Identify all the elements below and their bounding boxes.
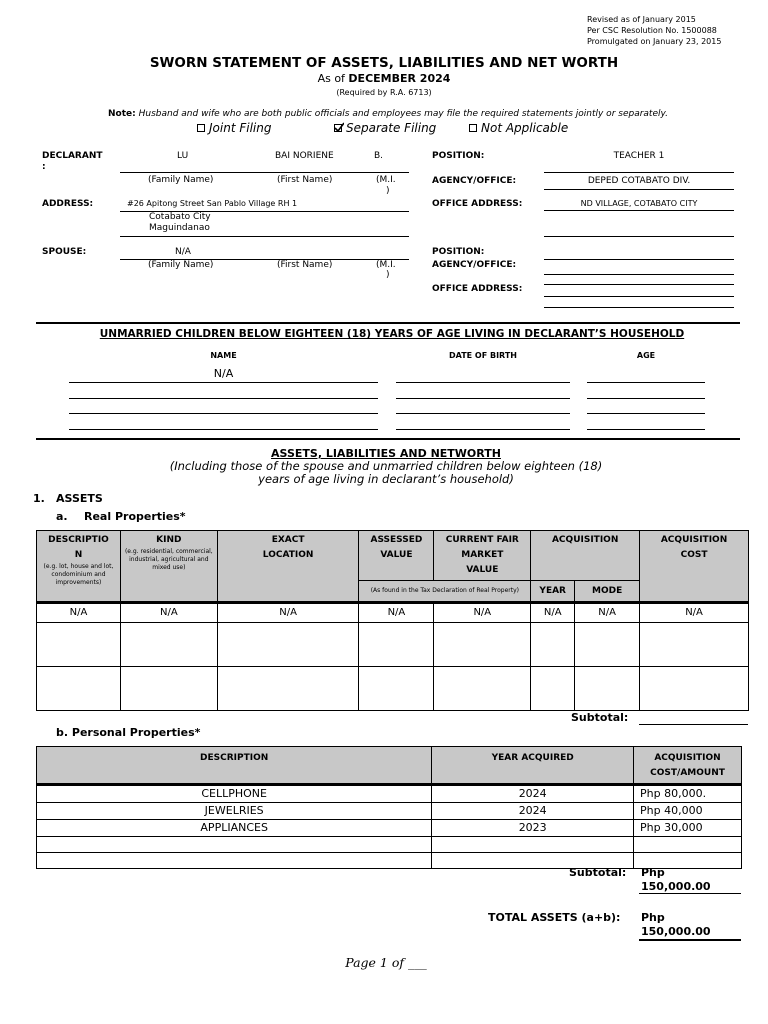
header-description-note: (e.g. lot, house and lot, condominium and improvements) <box>43 563 114 586</box>
header-cost-text: ACQUISITION <box>660 535 728 545</box>
real-cell[interactable]: N/A <box>531 603 575 623</box>
header-fair-text-2: MARKET <box>461 550 504 560</box>
empty-cell[interactable] <box>359 667 434 711</box>
position-label: POSITION: <box>432 151 485 161</box>
office-address-label: OFFICE ADDRESS: <box>432 199 523 209</box>
header-assessed-text-2: VALUE <box>380 550 413 560</box>
agency-line <box>544 189 734 190</box>
child-age-line <box>587 429 705 430</box>
empty-cell[interactable] <box>634 837 742 853</box>
as-of-date: DECEMBER 2024 <box>348 72 451 85</box>
pp-amount[interactable]: Php 40,000 <box>634 803 742 820</box>
header-kind-note: (e.g. residential, commercial, industrial, agricultural and mixed use) <box>124 548 213 571</box>
child-name-line <box>69 382 378 383</box>
empty-cell[interactable] <box>217 667 359 711</box>
page-number: Page 1 of ___ <box>345 955 427 970</box>
agency-value[interactable]: DEPED COTABATO DIV. <box>587 176 691 186</box>
empty-cell[interactable] <box>359 623 434 667</box>
pp-amount[interactable]: Php 80,000. <box>634 785 742 803</box>
header-cost-text-2: COST <box>680 550 708 560</box>
total-assets-currency: Php <box>641 911 665 924</box>
separate-filing-option[interactable] <box>334 121 436 135</box>
personal-subtotal-value: 150,000.00 <box>641 880 711 893</box>
section-divider <box>36 438 740 440</box>
empty-cell[interactable] <box>120 623 217 667</box>
header-pp-cost-text: ACQUISITION <box>654 753 721 763</box>
real-cell[interactable]: N/A <box>575 603 640 623</box>
children-heading: UNMARRIED CHILDREN BELOW EIGHTEEN (18) YEARS OF AGE LIVING IN DECLARANT’S HOUSEHOLD <box>99 328 685 340</box>
spouse-family-caption: (Family Name) <box>148 260 214 270</box>
total-assets-line <box>639 939 741 941</box>
empty-cell[interactable] <box>37 623 121 667</box>
header-fair-text-3: VALUE <box>466 565 499 575</box>
header-kind <box>120 531 217 603</box>
assets-number: 1. <box>33 492 45 505</box>
header-assessed <box>359 531 434 581</box>
personal-subtotal-line <box>639 893 741 894</box>
not-applicable-option[interactable] <box>469 121 568 135</box>
header-mode: MODE <box>575 581 640 603</box>
table-row <box>37 837 742 853</box>
pp-description[interactable]: CELLPHONE <box>37 785 432 803</box>
children-col-name: NAME <box>210 351 237 360</box>
empty-cell[interactable] <box>432 837 634 853</box>
table-row <box>37 623 749 667</box>
mi-caption-close: ) <box>386 186 390 196</box>
real-cell[interactable]: N/A <box>434 603 531 623</box>
joint-filing-option[interactable] <box>197 121 271 135</box>
header-description-text-2: N <box>74 550 83 560</box>
empty-cell[interactable] <box>434 667 531 711</box>
header-pp-cost <box>634 747 742 785</box>
real-subtotal-line[interactable] <box>639 724 748 725</box>
declarant-family-name[interactable]: LU <box>177 151 189 161</box>
personal-subtotal-label: Subtotal: <box>569 866 627 879</box>
address-line3[interactable]: Maguindanao <box>149 223 210 233</box>
empty-cell[interactable] <box>217 623 359 667</box>
child-name-line <box>69 429 378 430</box>
header-location-text-2: LOCATION <box>262 550 314 560</box>
checkbox-icon[interactable] <box>197 124 205 132</box>
address-line2[interactable]: Cotabato City <box>149 212 211 222</box>
child-name-line <box>69 398 378 399</box>
page-title: SWORN STATEMENT OF ASSETS, LIABILITIES AND NET WORTH <box>149 55 619 71</box>
note-label: Note: <box>108 109 136 119</box>
office-address-line1 <box>544 210 734 211</box>
real-cell[interactable]: N/A <box>217 603 359 623</box>
real-subtotal-label: Subtotal: <box>571 711 629 724</box>
note-text: Husband and wife who are both public officials and employees may file the required statements jointly or separately. <box>138 109 668 119</box>
table-row <box>37 667 749 711</box>
personal-properties-label: b. Personal Properties* <box>56 726 201 739</box>
assets-label: ASSETS <box>56 492 103 505</box>
spouse-office-line2 <box>544 296 734 297</box>
spouse-mi-caption-close: ) <box>386 270 390 280</box>
declarant-label: DECLARANT <box>42 151 103 161</box>
revised-date: Revised as of January 2015 <box>587 15 696 24</box>
checkbox-icon[interactable] <box>469 124 477 132</box>
real-cell[interactable]: N/A <box>640 603 749 623</box>
address-line1[interactable]: #26 Apitong Street San Pablo Village RH 1 <box>127 199 298 208</box>
empty-cell[interactable] <box>120 667 217 711</box>
child-name-line <box>69 413 378 414</box>
table-row <box>37 853 742 869</box>
section-divider <box>36 322 740 324</box>
address-label: ADDRESS: <box>42 199 94 209</box>
as-of-line <box>0 72 768 85</box>
child-dob-line <box>396 382 570 383</box>
office-address-value[interactable]: ND VILLAGE, COTABATO CITY <box>580 199 698 208</box>
address-line-2-rule <box>120 236 409 237</box>
revision-info <box>587 14 721 47</box>
check-mark-icon <box>334 122 344 132</box>
alnw-subheading-2: years of age living in declarant’s household) <box>258 472 514 486</box>
header-pp-description: DESCRIPTION <box>37 747 432 785</box>
child-dob-line <box>396 429 570 430</box>
declarant-colon: : <box>42 162 46 172</box>
header-description <box>37 531 121 603</box>
spouse-mi-caption: (M.I. <box>376 260 396 270</box>
as-of-prefix: As of <box>317 72 345 85</box>
header-fair-text: CURRENT FAIR <box>445 535 519 545</box>
header-acquisition-cost <box>640 531 749 603</box>
agency-label: AGENCY/OFFICE: <box>432 176 517 186</box>
pp-description[interactable]: APPLIANCES <box>37 820 432 837</box>
spouse-first-caption: (First Name) <box>277 260 333 270</box>
spouse-office-address-label: OFFICE ADDRESS: <box>432 284 523 294</box>
real-cell[interactable]: N/A <box>359 603 434 623</box>
pp-description[interactable]: JEWELRIES <box>37 803 432 820</box>
children-entry-name[interactable]: N/A <box>213 367 234 380</box>
child-age-line <box>587 413 705 414</box>
declarant-first-name[interactable]: BAI NORIENE <box>275 151 334 161</box>
header-location-text: EXACT <box>271 535 305 545</box>
separate-filing-label: Separate Filing <box>346 121 437 135</box>
header-location <box>217 531 359 603</box>
checked-checkbox-icon[interactable] <box>334 124 342 132</box>
empty-cell[interactable] <box>575 667 640 711</box>
empty-cell[interactable] <box>640 667 749 711</box>
table-row <box>37 803 742 820</box>
header-assessed-text: ASSESSED <box>370 535 423 545</box>
empty-cell[interactable] <box>434 623 531 667</box>
personal-properties-table <box>36 746 742 869</box>
required-by: (Required by R.A. 6713) <box>336 88 432 97</box>
child-age-line <box>587 398 705 399</box>
empty-cell[interactable] <box>37 667 121 711</box>
office-address-line2 <box>544 236 734 237</box>
empty-cell[interactable] <box>531 623 575 667</box>
promulgated-date: Promulgated on January 23, 2015 <box>587 37 722 46</box>
table-row <box>37 785 742 803</box>
spouse-family-name[interactable]: N/A <box>175 247 191 257</box>
joint-filing-label: Joint Filing <box>209 121 272 135</box>
alnw-subheading-1: (Including those of the spouse and unmarried children below eighteen (18) <box>169 459 603 473</box>
child-dob-line <box>396 413 570 414</box>
real-cell[interactable]: N/A <box>37 603 121 623</box>
alnw-heading: ASSETS, LIABILITIES AND NETWORTH <box>271 447 501 460</box>
empty-cell[interactable] <box>37 837 432 853</box>
header-description-text: DESCRIPTIO <box>48 535 109 545</box>
position-value[interactable]: TEACHER 1 <box>613 151 665 161</box>
header-pp-cost-text-2: COST/AMOUNT <box>650 768 725 778</box>
real-properties-letter: a. <box>56 510 68 523</box>
pp-year[interactable]: 2024 <box>432 803 634 820</box>
spouse-agency-line <box>544 274 734 275</box>
header-value-note <box>359 581 531 603</box>
family-name-caption: (Family Name) <box>148 175 214 185</box>
spouse-position-line <box>544 259 734 260</box>
child-age-line <box>587 382 705 383</box>
table-row <box>37 820 742 837</box>
spouse-label: SPOUSE: <box>42 247 87 257</box>
header-kind-text: KIND <box>156 535 182 545</box>
header-fair-value <box>434 531 531 581</box>
declarant-mi[interactable]: B. <box>374 151 384 161</box>
pp-amount[interactable]: Php 30,000 <box>634 820 742 837</box>
note <box>0 109 768 119</box>
empty-cell[interactable] <box>531 667 575 711</box>
csc-resolution: Per CSC Resolution No. 1500088 <box>587 26 717 35</box>
pp-year[interactable]: 2023 <box>432 820 634 837</box>
spouse-position-label: POSITION: <box>432 247 485 257</box>
total-assets-value: 150,000.00 <box>641 925 711 938</box>
empty-cell[interactable] <box>640 623 749 667</box>
children-col-age: AGE <box>636 351 656 360</box>
child-dob-line <box>396 398 570 399</box>
spouse-office-line1 <box>544 284 734 285</box>
spouse-agency-label: AGENCY/OFFICE: <box>432 260 517 270</box>
first-name-caption: (First Name) <box>277 175 333 185</box>
header-acquisition: ACQUISITION <box>531 531 640 581</box>
total-assets-label: TOTAL ASSETS (a+b): <box>488 911 621 924</box>
header-year: YEAR <box>531 581 575 603</box>
value-note-text: (As found in the Tax Declaration of Real Property) <box>370 587 519 594</box>
personal-subtotal-currency: Php <box>641 866 665 879</box>
position-line <box>544 172 734 173</box>
children-col-dob: DATE OF BIRTH <box>449 351 517 360</box>
empty-cell[interactable] <box>575 623 640 667</box>
mi-caption: (M.I. <box>376 175 396 185</box>
declarant-name-line <box>120 172 409 173</box>
header-pp-year: YEAR ACQUIRED <box>432 747 634 785</box>
real-cell[interactable]: N/A <box>120 603 217 623</box>
empty-cell[interactable] <box>37 853 432 869</box>
real-properties-table <box>36 530 749 711</box>
real-properties-label: Real Properties* <box>84 510 186 523</box>
pp-year[interactable]: 2024 <box>432 785 634 803</box>
spouse-office-line3 <box>544 307 734 308</box>
not-applicable-label: Not Applicable <box>481 121 569 135</box>
